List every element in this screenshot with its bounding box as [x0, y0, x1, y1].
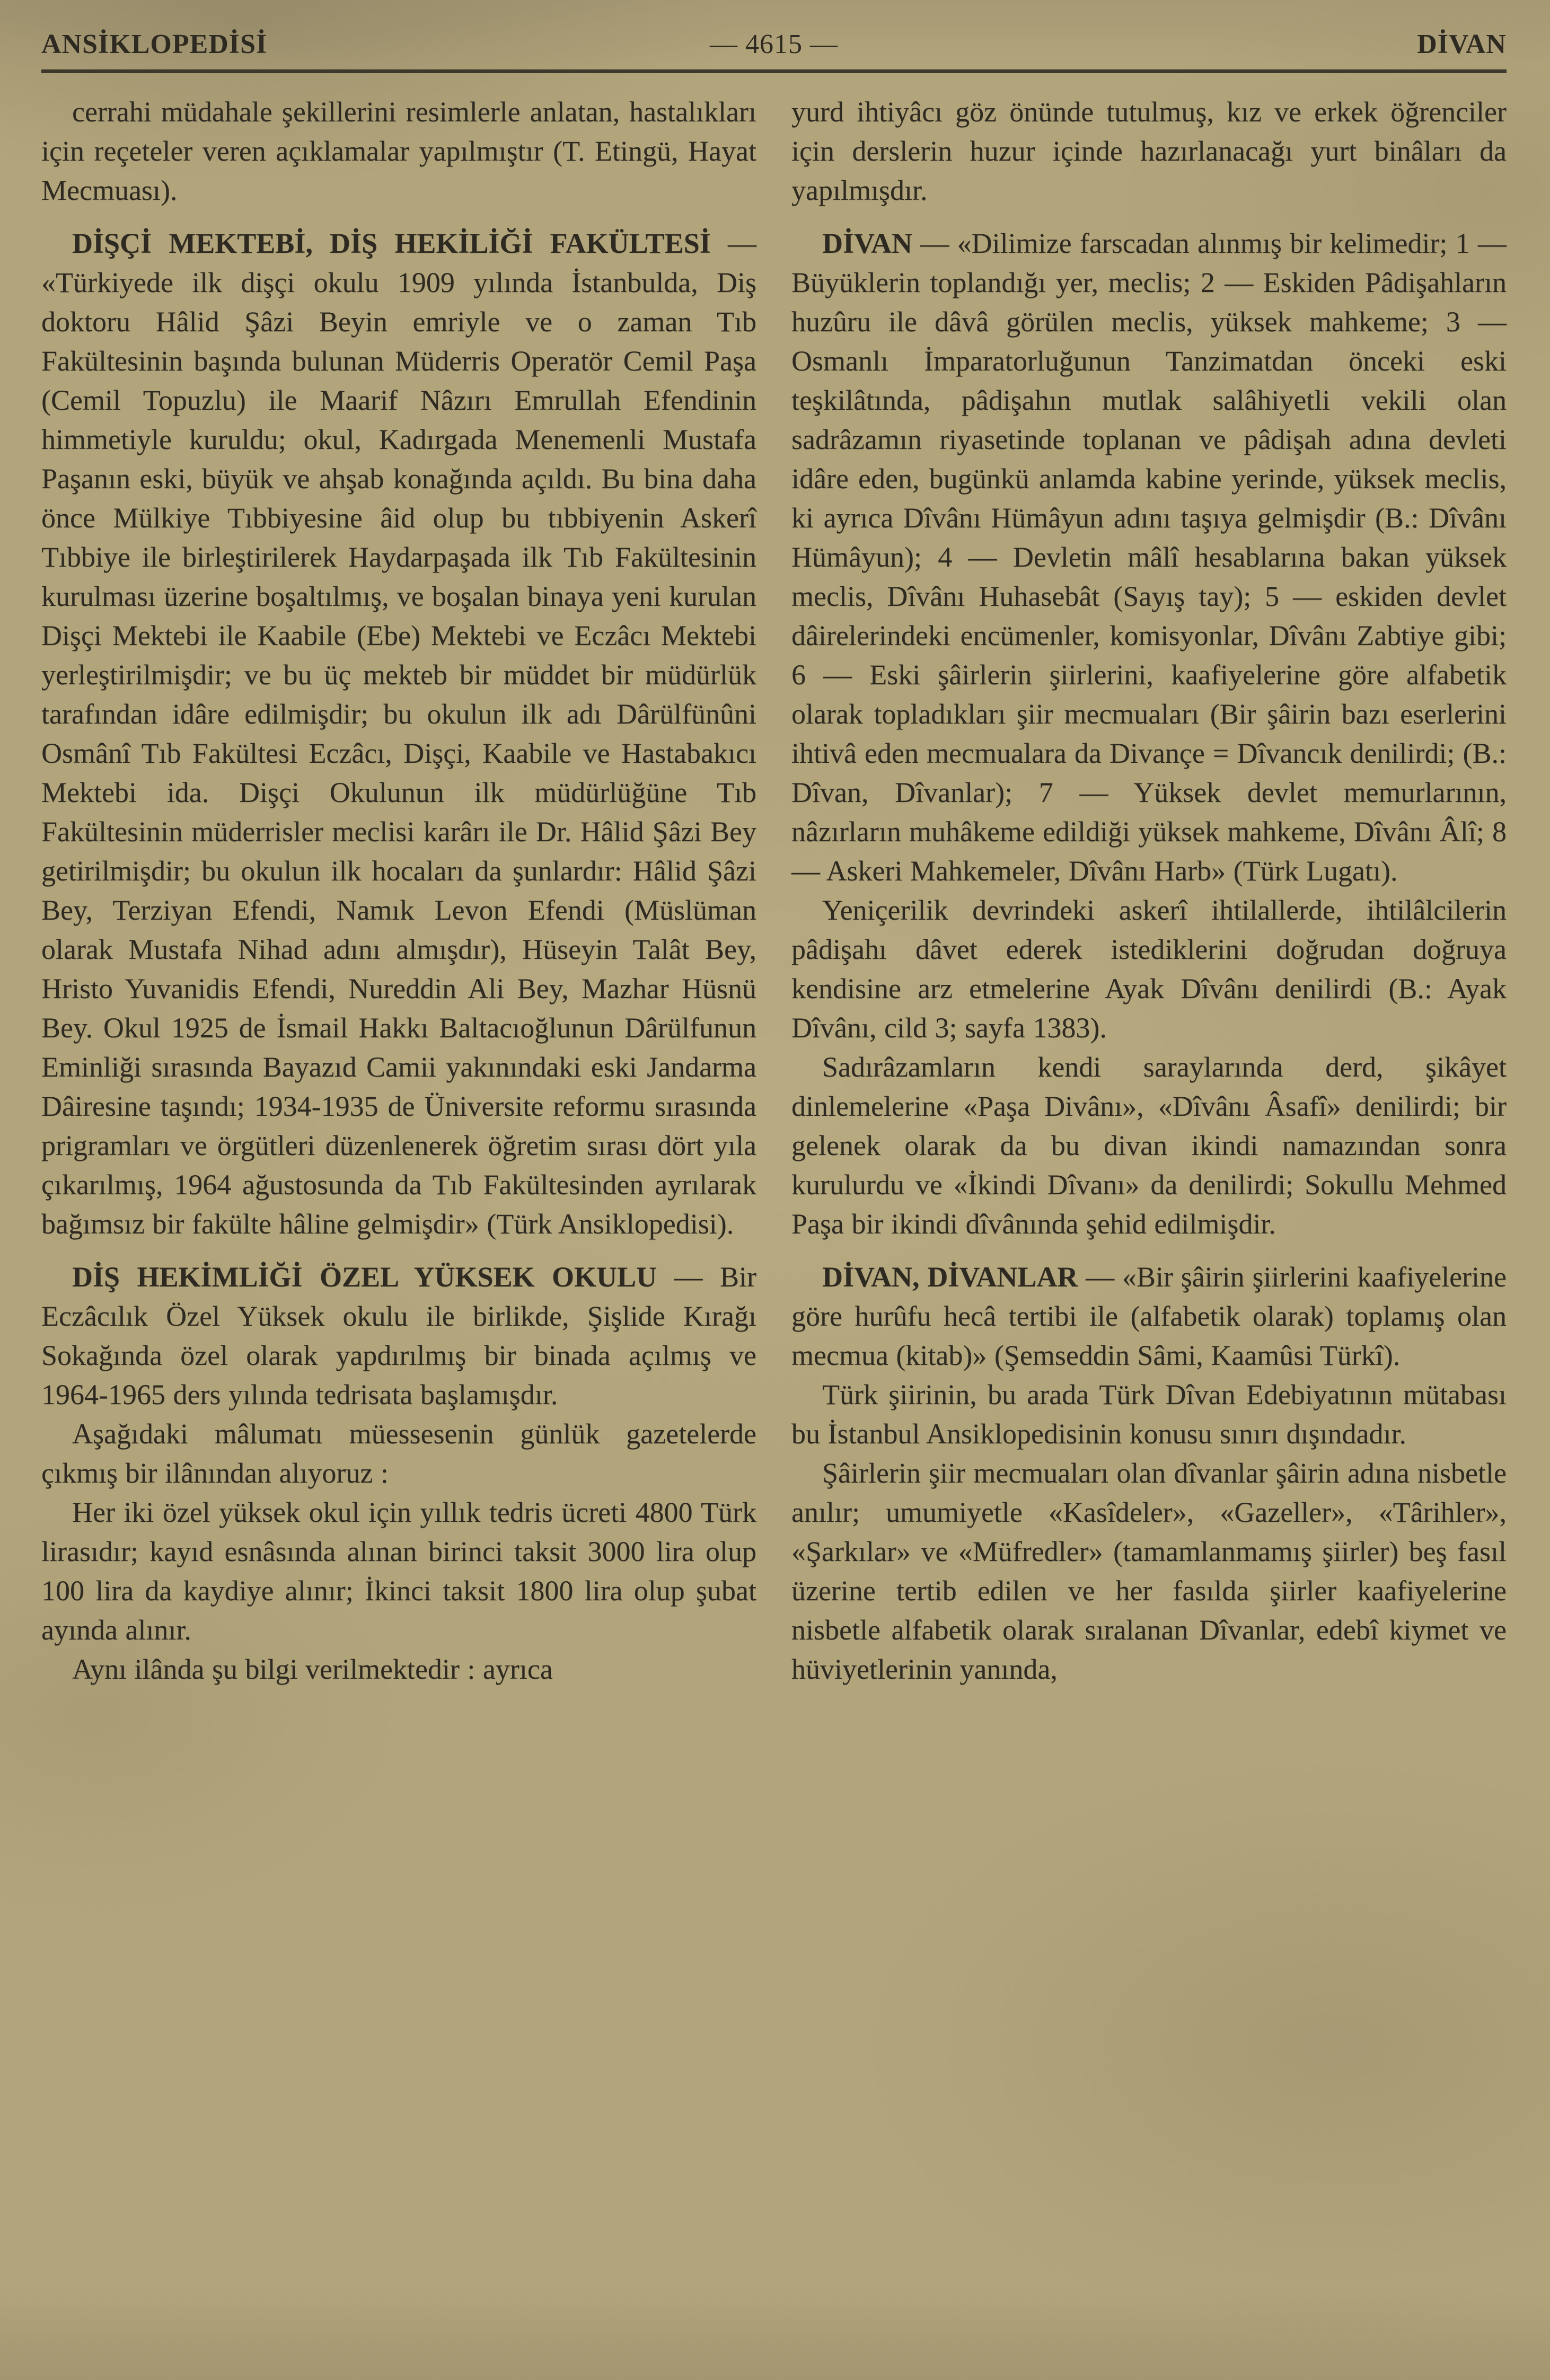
body-paragraph: Şâirlerin şiir mecmuaları olan dîvanlar şâirin adına nisbetle anılır; umumiyetle «Kasîdeler», «Gazeller», «Târihler», «Şarkılar» ve «Müfredler» (tamamlanmamış şiirler) beş fasıl üzerine tertib edilen ve her fasılda şiirler kaafiyelerine nisbetle alfabetik olarak sıralanan Dîvanlar, edebî kiymet ve hüviyetlerinin yanında, — [791, 1457, 1507, 1685]
right-text-column — [791, 92, 1507, 1689]
entry-paragraph: DİVAN, DİVANLAR — «Bir şâirin şiirlerini kaafiyelerine göre hurûfu hecâ tertibi ile (alfabetik olarak) toplamış olan mecmua (kitab)» (Şemseddin Sâmi, Kaamûsi Türkî). — [791, 1261, 1507, 1371]
body-paragraph: Türk şiirinin, bu arada Türk Dîvan Edebiyatının mütabası bu İstanbul Ansiklopedisinin konusu sınırı dışındadır. — [791, 1379, 1507, 1450]
header-article-title: DİVAN — [1417, 29, 1507, 59]
entry-paragraph: DİŞÇİ MEKTEBİ, DİŞ HEKİLİĞİ FAKÜLTESİ — «Türkiyede ilk dişçi okulu 1909 yılında İstanbulda, Diş doktoru Hâlid Şâzi Beyin emriyle ve o zaman Tıb Fakültesinin başında bulunan Müderris Operatör Cemil Paşa (Cemil Topuzlu) ile Maarif Nâzırı Emrullah Efendinin himmetiyle kuruldu; okul, Kadırgada Menemenli Mustafa Paşanın eski, büyük ve ahşab konağında açıldı. Bu bina daha önce Mülkiye Tıbbiyesine âid olup bu tıbbiyenin Askerî Tıbbiye ile birleştirilerek Haydarpaşada ilk Tıb Fakültesinin kurulması üzerine boşaltılmış, ve boşalan binaya yeni kurulan Dişçi Mektebi ile Kaabile (Ebe) Mektebi ve Eczâcı Mektebi yerleştirilmişdir; ve bu üç mekteb bir müddet bir müdürlük tarafından idâre edilmişdir; bu okulun ilk adı Dârülfünûni Osmânî Tıb Fakültesi Eczâcı, Dişçi, Kaabile ve Hastabakıcı Mektebi ida. Dişçi Okulunun ilk müdürlüğüne Tıb Fakültesinin müderrisler meclisi karârı ile Dr. Hâlid Şâzi Bey getirilmişdir; bu okulun ilk hocaları da şunlardır: Hâlid Şâzi Bey, Terziyan Efendi, Namık Levon Efendi (Müslüman olarak Mustafa Nihad adını almışdır), Hüseyin Talât Bey, Hristo Yuvanidis Efendi, Nureddin Ali Bey, Mazhar Hüsnü Bey. Okul 1925 de İsmail Hakkı Baltacıoğlunun Dârülfunun Eminliği sırasında Bayazıd Camii yakınındaki eski Jandarma Dâiresine taşındı; 1934-1935 de Üniversite reformu sırasında prigramları ve örgütleri düzenlenerek öğretim sırası dört yıla çıkarılmış, 1964 ağustosunda da Tıb Fakültesinden ayrılarak bağımsız bir fakülte hâline gelmişdir» (Türk Ansiklopedisi). — [41, 227, 756, 1240]
header-journal-title: ANSİKLOPEDİSİ — [41, 29, 268, 59]
body-paragraph: Aynı ilânda şu bilgi verilmektedir : ayrıca — [72, 1653, 553, 1685]
body-paragraph: Her iki özel yüksek okul için yıllık tedris ücreti 4800 Türk lirasıdır; kayıd esnâsında alınan birinci taksit 3000 lira olup 100 lira da kaydiye alınır; İkinci taksit 1800 lira olup şubat ayında alınır. — [41, 1496, 756, 1646]
entry-headword: DİVAN, DİVANLAR — [822, 1261, 1078, 1293]
body-paragraph: Yeniçerilik devrindeki askerî ihtilallerde, ihtilâlcilerin pâdişahı dâvet ederek istediklerini doğrudan doğruya kendisine arz etmelerine Ayak Dîvânı denilirdi (B.: Ayak Dîvânı, cild 3; sayfa 1383). — [791, 894, 1507, 1044]
header-divider-rule — [41, 69, 1507, 73]
entry-headword: DİŞÇİ MEKTEBİ, DİŞ HEKİLİĞİ FAKÜLTESİ — [72, 227, 711, 259]
two-column-text-block — [41, 92, 1507, 1689]
entry-paragraph: DİŞ HEKİMLİĞİ ÖZEL YÜKSEK OKULU — Bir Eczâcılık Özel Yüksek okulu ile birlikde, Şişlide Kırağı Sokağında özel olarak yapdırılmış bir binada açılmış ve 1964-1965 ders yılında tedrisata başlamışdır. — [41, 1261, 756, 1411]
header-page-number: — 4615 — — [709, 29, 838, 59]
body-paragraph: yurd ihtiyâcı göz önünde tutulmuş, kız ve erkek öğrenciler için derslerin huzur içinde hazırlanacağı yurt binâları da yapılmışdır. — [791, 96, 1507, 206]
body-paragraph: cerrahi müdahale şekillerini resimlerle anlatan, hastalıkları için reçeteler veren açıklamalar yapılmıştır (T. Etingü, Hayat Mecmuası). — [41, 96, 756, 206]
body-paragraph: Sadırâzamların kendi saraylarında derd, şikâyet dinlemelerine «Paşa Divânı», «Dîvânı Âsafî» denilirdi; bir gelenek olarak da bu divan ikindi namazından sonra kurulurdu ve «İkindi Dîvanı» da denilirdi; Sokullu Mehmed Paşa bir ikindi dîvânında şehid edilmişdir. — [791, 1051, 1507, 1240]
entry-headword: DİŞ HEKİMLİĞİ ÖZEL YÜKSEK OKULU — [72, 1261, 657, 1293]
entry-headword: DİVAN — [822, 227, 913, 259]
page-header — [41, 29, 1507, 60]
body-paragraph: Aşağıdaki mâlumatı müessesenin günlük gazetelerde çıkmış bir ilânından alıyoruz : — [41, 1418, 756, 1489]
left-text-column — [41, 92, 756, 1689]
entry-paragraph: DİVAN — «Dilimize farscadan alınmış bir kelimedir; 1 — Büyüklerin toplandığı yer, meclis; 2 — Eskiden Pâdişahların huzûru ile dâvâ görülen meclis, yüksek mahkeme; 3 — Osmanlı İmparatorluğunun Tanzimatdan önceki eski teşkilâtında, pâdişahın mutlak salâhiyetli vekili olan sadrâzamın riyasetinde toplanan ve pâdişah adına devleti idâre eden, bugünkü anlamda kabine yerinde, yüksek meclis, ki ayrıca Dîvânı Hümâyun adını taşıya gelmişdir (B.: Dîvânı Hümâyun); 4 — Devletin mâlî hesablarına bakan yüksek meclis, Dîvânı Huhasebât (Sayış tay); 5 — eskiden devlet dâirelerindeki encümenler, komisyonlar, Dîvânı Zabtiye gibi; 6 — Eski şâirlerin şiirlerini, kaafiyelerine göre alfabetik olarak topladıkları şiir mecmuaları (Bir şâirin bazı eserlerini ihtivâ eden mecmualara da Divançe = Dîvancık denilirdi; (B.: Dîvan, Dîvanlar); 7 — Yüksek devlet memurlarının, nâzırların muhâkeme edildiği yüksek mahkeme, Dîvânı Âlî; 8 — Askeri Mahkemeler, Dîvânı Harb» (Türk Lugatı). — [791, 227, 1507, 887]
